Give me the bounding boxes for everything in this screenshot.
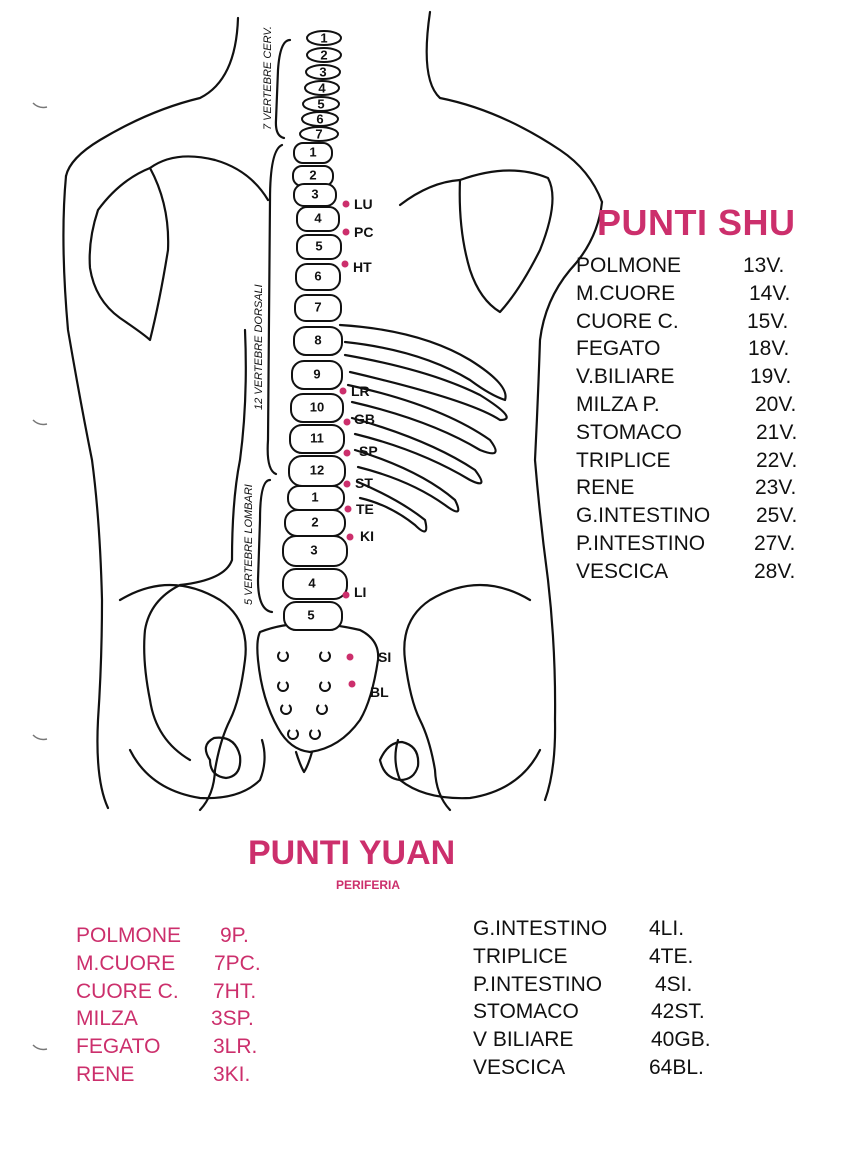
yuan-organ: G.INTESTINO (473, 917, 608, 940)
svg-text:6: 6 (314, 268, 322, 284)
shu-organ: POLMONE (576, 254, 682, 277)
shu-organ: M.CUORE (576, 281, 676, 305)
svg-text:3: 3 (311, 186, 319, 202)
yuan-code: 3KI. (213, 1062, 251, 1086)
shu-code: 15V. (747, 309, 789, 333)
shu-code: 21V. (756, 420, 798, 444)
yuan-organ: CUORE C. (76, 979, 179, 1003)
yuan-code: 40GB. (651, 1028, 711, 1052)
point-ht (342, 259, 373, 275)
svg-text:KI: KI (360, 528, 374, 544)
svg-text:GB: GB (354, 411, 375, 427)
svg-text:BL: BL (370, 684, 389, 700)
yuan-code: 9P. (220, 924, 249, 947)
shu-code: 23V. (755, 476, 797, 500)
yuan-code: 3LR. (213, 1035, 258, 1059)
dorsal-vertebra (297, 235, 341, 259)
point-sp (344, 443, 378, 459)
svg-text:LR: LR (351, 383, 370, 399)
svg-text:7: 7 (315, 126, 323, 142)
svg-text:PC: PC (354, 224, 374, 240)
yuan-organ: V BILIARE (473, 1028, 574, 1052)
svg-text:7: 7 (314, 299, 322, 315)
lumbar-vertebra (283, 536, 347, 566)
dorsal-label: 12 VERTEBRE DORSALI (253, 284, 265, 410)
cervical-vertebra (300, 126, 338, 141)
yuan-title: PUNTI YUAN (248, 834, 456, 872)
shu-organ: MILZA P. (576, 392, 660, 416)
shu-organ: FEGATO (576, 337, 661, 361)
svg-text:1: 1 (320, 30, 328, 46)
svg-text:2: 2 (309, 167, 317, 183)
yuan-organ: TRIPLICE (473, 944, 568, 968)
yuan-organ: FEGATO (76, 1035, 161, 1059)
dorsal-vertebra (295, 295, 341, 321)
dorsal-vertebra (294, 143, 332, 163)
svg-text:ST: ST (355, 475, 373, 491)
svg-text:9: 9 (313, 366, 321, 382)
shu-organ: TRIPLICE (576, 448, 671, 472)
yuan-code: 4TE. (649, 944, 694, 968)
yuan-code: 4SI. (655, 972, 693, 996)
dorsal-vertebra (291, 394, 343, 422)
shu-organ: RENE (576, 476, 635, 500)
lumbar-label: 5 VERTEBRE LOMBARI (243, 484, 255, 605)
shu-organ: V.BILIARE (576, 365, 675, 389)
cervical-vertebra (303, 96, 339, 111)
svg-text:5: 5 (307, 607, 315, 623)
yuan-organ: MILZA (76, 1007, 138, 1031)
shu-title: PUNTI SHU (597, 202, 796, 243)
shu-code: 20V. (755, 392, 797, 416)
dorsal-vertebrae (289, 143, 345, 486)
dorsal-vertebra (292, 361, 342, 389)
cervical-vertebra (302, 111, 338, 126)
shu-code: 18V. (748, 337, 790, 361)
yuan-organ: M.CUORE (76, 951, 176, 975)
dorsal-vertebra (289, 456, 345, 486)
svg-text:2: 2 (311, 514, 319, 530)
svg-text:SP: SP (359, 443, 378, 459)
shu-organ: VESCICA (576, 559, 669, 583)
shu-code: 19V. (750, 365, 792, 389)
cervical-vertebra (306, 64, 340, 79)
point-lr (340, 383, 370, 399)
lumbar-vertebra (285, 510, 345, 536)
svg-text:LI: LI (354, 584, 367, 600)
shu-organ: STOMACO (576, 420, 682, 444)
svg-text:5: 5 (317, 96, 325, 112)
shu-organ: P.INTESTINO (576, 531, 706, 555)
svg-text:5: 5 (315, 238, 323, 254)
lumbar-vertebra (284, 602, 342, 630)
svg-text:4: 4 (318, 80, 326, 96)
shu-points (340, 196, 392, 700)
yuan-subtitle: PERIFERIA (336, 878, 401, 892)
yuan-code: 7HT. (213, 979, 257, 1003)
point-gb (344, 411, 376, 427)
dorsal-vertebra (296, 264, 340, 290)
point-ki (347, 528, 375, 544)
yuan-organ: STOMACO (473, 1000, 579, 1024)
shu-code: 14V. (749, 281, 791, 305)
yuan-code: 3SP. (211, 1007, 254, 1031)
svg-text:3: 3 (319, 64, 327, 80)
yuan-code: 4LI. (649, 917, 685, 940)
dorsal-vertebra (294, 327, 342, 355)
svg-text:1: 1 (311, 489, 319, 505)
yuan-organ: VESCICA (473, 1055, 566, 1079)
svg-text:LU: LU (354, 196, 373, 212)
point-si (347, 649, 392, 665)
dorsal-vertebra (290, 425, 344, 453)
svg-text:4: 4 (314, 210, 322, 226)
lumbar-vertebrae (283, 486, 347, 630)
cervical-vertebra (307, 47, 341, 62)
cervical-label: 7 VERTEBRE CERV. (262, 26, 274, 130)
svg-text:1: 1 (309, 144, 317, 160)
point-pc (343, 224, 374, 240)
svg-text:3: 3 (310, 542, 318, 558)
svg-text:2: 2 (320, 47, 328, 63)
svg-text:4: 4 (308, 575, 316, 591)
svg-text:6: 6 (316, 111, 324, 127)
shu-organ: CUORE C. (576, 309, 679, 333)
yuan-code: 7PC. (214, 951, 261, 975)
yuan-code: 64BL. (649, 1055, 704, 1079)
svg-text:SI: SI (378, 649, 392, 665)
yuan-code: 42ST. (651, 1000, 705, 1024)
shu-code: 25V. (756, 504, 798, 528)
svg-text:8: 8 (314, 332, 322, 348)
point-te (345, 501, 374, 517)
shu-organ: G.INTESTINO (576, 504, 711, 528)
cervical-vertebra (305, 80, 339, 95)
svg-text:11: 11 (310, 430, 324, 446)
shu-code: 22V. (756, 448, 798, 472)
svg-text:12: 12 (309, 462, 325, 478)
yuan-organ: RENE (76, 1062, 135, 1086)
shu-code: 28V. (754, 559, 796, 583)
lumbar-vertebra (288, 486, 344, 510)
cervical-vertebra (307, 30, 341, 45)
cervical-vertebrae (300, 30, 341, 141)
yuan-organ: P.INTESTINO (473, 972, 603, 996)
dorsal-vertebra (297, 207, 339, 231)
point-lu (343, 196, 373, 212)
shu-code: 13V. (743, 254, 785, 277)
svg-text:TE: TE (356, 501, 374, 517)
shu-code: 27V. (754, 531, 796, 555)
punch-marks (33, 103, 47, 1050)
svg-text:10: 10 (309, 399, 325, 415)
yuan-organ: POLMONE (76, 924, 182, 947)
point-st (344, 475, 374, 491)
svg-text:HT: HT (353, 259, 372, 275)
lumbar-vertebra (283, 569, 347, 599)
dorsal-vertebra (294, 184, 336, 206)
